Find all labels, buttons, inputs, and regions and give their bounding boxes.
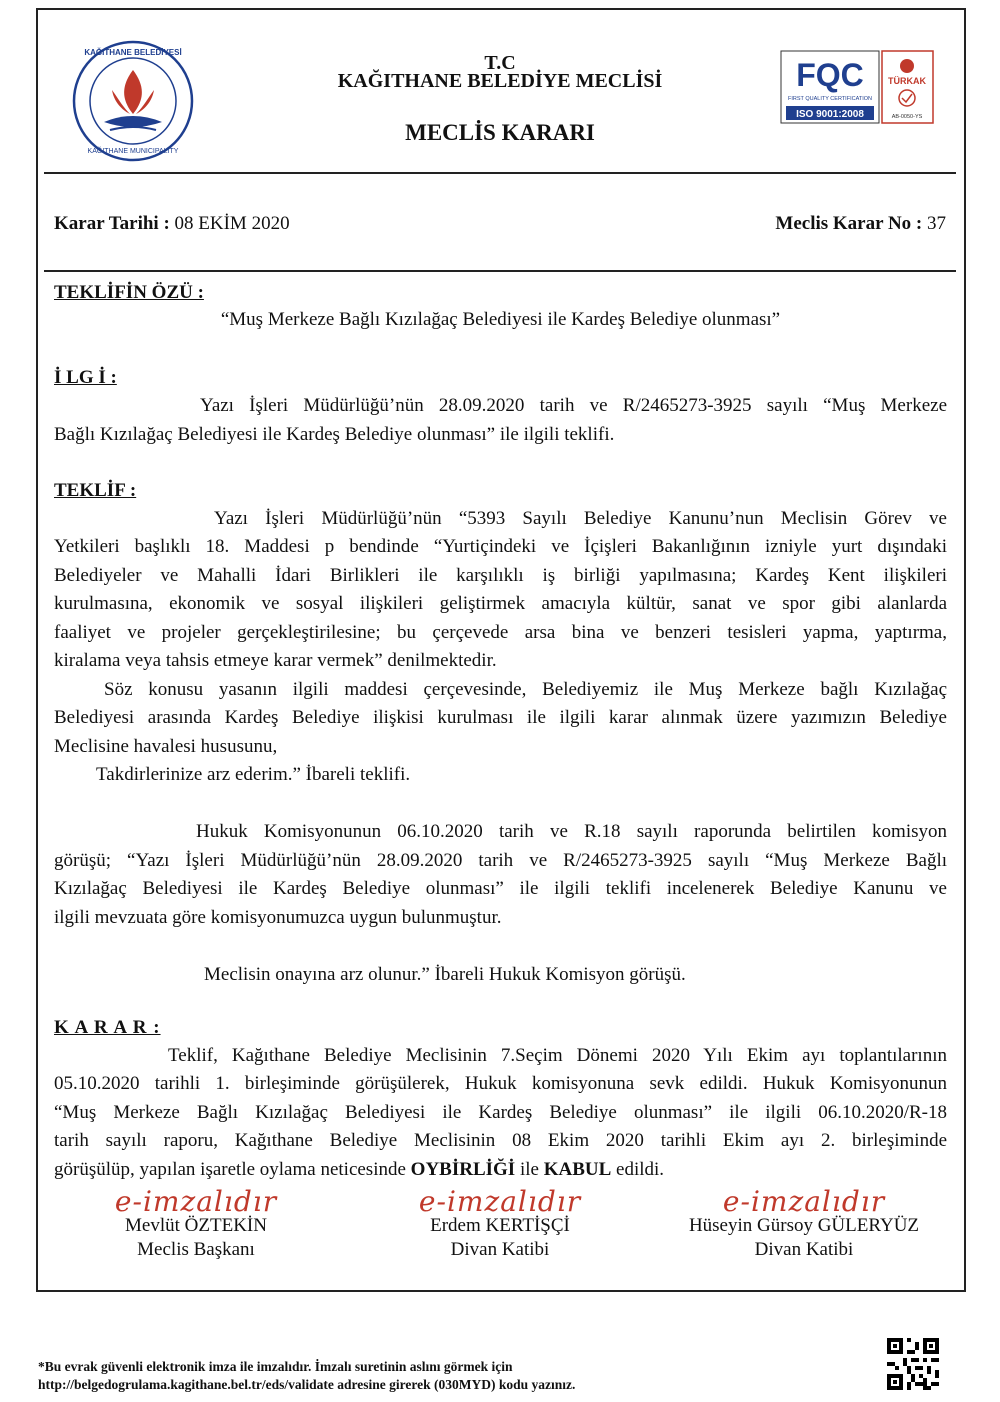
header-council: KAĞITHANE BELEDİYE MECLİSİ [337,70,663,92]
footer-line-1: *Bu evrak güvenli elektronik imza ile imzalıdır. İmzalı suretinin aslını görmek için [38,1359,513,1374]
karar-last-mid: ile [519,1159,539,1180]
header-divider [44,172,956,174]
footer-line-2[interactable]: http://belgedogrulama.kagithane.bel.tr/eds/validate adresine girerek (030MYD) kodu yazınız. [38,1377,576,1392]
signer-title: Meclis Başkanı [137,1239,255,1260]
section-title-ozu: TEKLİFİN ÖZÜ : [54,282,204,303]
page-title: MECLİS KARARI [405,120,595,145]
section-title-ilgi: İ LG İ : [54,367,117,388]
teklif-line-6: kiralama veya tahsis etmeye karar vermek” denilmektedir. [54,650,497,671]
turkak-sub: AB-0050-YS [891,114,923,120]
hukuk-line-4: ilgili mevzuata göre komisyonumuzca uygun bulunmuştur. [54,907,502,928]
karar-result-accepted: KABUL [543,1159,612,1180]
signer-name: Hüseyin Gürsoy GÜLERYÜZ [688,1215,920,1236]
signer-title: Divan Katibi [450,1239,550,1260]
section-title-karar: K A R A R : [54,1017,161,1038]
teklif-line-2: Yetkileri başlıklı 18. Maddesi p bendinde “Yurtiçindeki ve İçişleri Bakanlığının izniyle yurt dışındaki [54,536,947,557]
esign-stamp: e-imzalıdır [114,1185,278,1218]
fqc-sub: FIRST QUALITY CERTIFICATION [788,96,872,102]
certification-logos [780,50,934,124]
signature-block-clerk-2 [654,1185,954,1262]
header-tc: T.C [484,52,516,74]
footer-note [38,1358,575,1394]
decision-date [54,213,290,235]
meta-divider [44,270,956,272]
date-label: Karar Tarihi : [54,213,170,234]
municipality-logo [72,40,194,162]
turkak-text: TÜRKAK [888,76,926,86]
esign-stamp: e-imzalıdır [722,1185,886,1218]
signature-block-clerk-1 [350,1185,650,1262]
karar-line-2: 05.10.2020 tarihli 1. birleşiminde görüşülerek, Hukuk komisyonuna sevk edildi. Hukuk Komisyonunun [54,1073,947,1094]
logo-text-top: KAĞITHANE BELEDİYESİ [84,48,182,57]
ilgi-line-2: Bağlı Kızılağaç Belediyesi ile Kardeş Belediye olunması” ile ilgili teklifi. [54,424,615,445]
decision-number [775,213,946,235]
hukuk-line-3: Kızılağaç Belediyesi ile Kardeş Belediye olunması” ile ilgili teklifi incelenerek Belediye Kanunu ve [54,878,947,899]
section-title-teklif: TEKLİF : [54,480,137,501]
karar-line-5 [54,1159,947,1181]
hukuk-approval: Meclisin onayına arz olunur.” İbareli Hukuk Komisyon görüşü. [204,964,686,985]
iso-text: ISO 9001:2008 [796,109,864,120]
teklif-line-1: Yazı İşleri Müdürlüğü’nün “5393 Sayılı Belediye Kanunu’nun Meclisin Görev ve [214,508,947,529]
hukuk-line-2: görüşü; “Yazı İşleri Müdürlüğü’nün 28.09.2020 tarih ve R/2465273-3925 sayılı “Muş Merkeze Bağlı [54,850,947,871]
signature-block-chair [46,1185,346,1262]
teklif-line-5: faaliyet ve projeler gerçekleştirilesine; bu çerçevede arsa bina ve benzeri tesisleri yapma, yaptırma, [54,622,947,643]
signer-name: Mevlüt ÖZTEKİN [125,1215,267,1236]
ozu-text: “Muş Merkeze Bağlı Kızılağaç Belediyesi ile Kardeş Belediye olunması” [220,309,781,330]
karar-line-3: “Muş Merkeze Bağlı Kızılağaç Belediyesi ile Kardeş Belediye olunması” ile ilgili 06.10.2020/R-18 [54,1102,947,1123]
karar-result-unanimous: OYBİRLİĞİ [410,1159,516,1180]
karar-last-post: edildi. [616,1159,665,1180]
date-value: 08 EKİM 2020 [174,213,290,234]
logo-text-bottom: KAĞITHANE MUNICIPALITY [87,148,179,155]
teklif2-line-3: Meclisine havalesi hususunu, [54,736,278,757]
teklif2-line-1: Söz konusu yasanın ilgili maddesi çerçevesinde, Belediyemiz ile Muş Merkeze bağlı Kızılağaç [104,679,947,700]
qr-code-icon[interactable] [887,1338,939,1390]
hukuk-line-1: Hukuk Komisyonunun 06.10.2020 tarih ve R.18 sayılı raporunda belirtilen komisyon [196,821,947,842]
number-label: Meclis Karar No : [775,213,923,234]
signer-title: Divan Katibi [754,1239,854,1260]
karar-last-pre: görüşülüp, yapılan işaretle oylama neticesinde [54,1159,406,1180]
karar-line-4: tarih sayılı raporu, Kağıthane Belediye Meclisinin 08 Ekim 2020 tarihli Ekim ayı 2. birleşiminde [54,1130,947,1151]
number-value: 37 [927,213,946,234]
teklif2-line-2: Belediyesi arasında Kardeş Belediye ilişkisi kurulması ile ilgili karar alınmak üzere yazımızın Belediye [54,707,947,728]
teklif-line-3: Belediyeler ve Mahalli İdari Birlikleri ile karşılıklı iş birliği yapılmasına; Kardeş Kent ilişkileri [54,565,947,586]
esign-stamp: e-imzalıdır [418,1185,582,1218]
ilgi-line-1: Yazı İşleri Müdürlüğü’nün 28.09.2020 tarih ve R/2465273-3925 sayılı “Muş Merkeze [200,395,947,416]
karar-line-1: Teklif, Kağıthane Belediye Meclisinin 7.Seçim Dönemi 2020 Yılı Ekim ayı toplantılarının [168,1045,947,1066]
teklif-line-4: kurulmasına, ekonomik ve sosyal ilişkileri geliştirmek amacıyla kültür, sanat ve spor gibi alanlarda [54,593,947,614]
signer-name: Erdem KERTİŞÇİ [430,1215,570,1236]
teklif3-line: Takdirlerinize arz ederim.” İbareli teklifi. [96,764,411,785]
fqc-text: FQC [796,57,864,93]
